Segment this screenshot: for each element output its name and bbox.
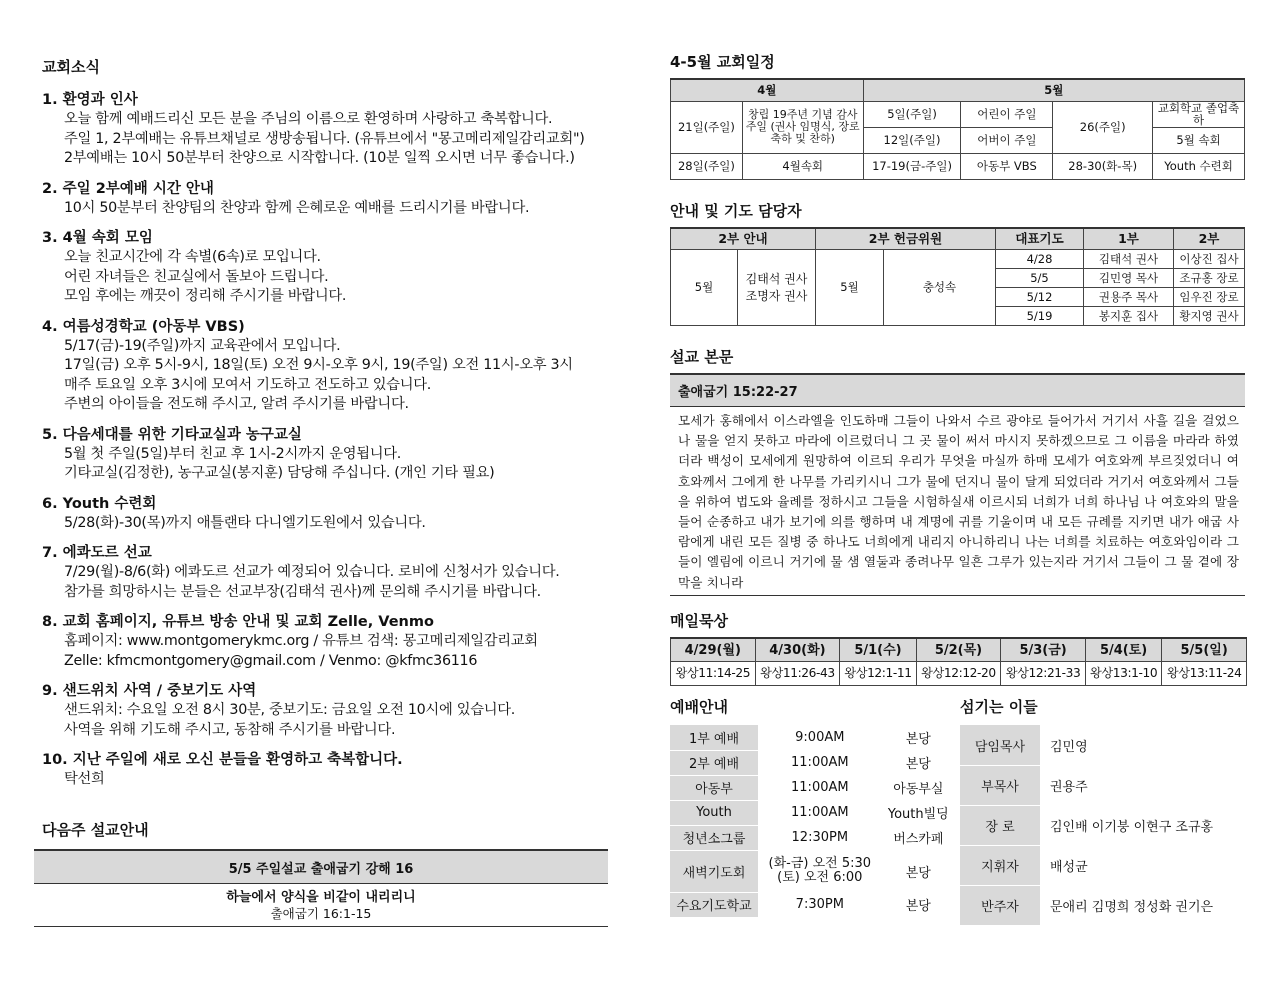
daily-passage: 왕상11:26-43 [755, 662, 840, 686]
worship-place: 본당 [882, 892, 955, 917]
worship-time: (화-금) 오전 5:30 (토) 오전 6:00 [758, 850, 882, 892]
daily-table [670, 637, 1247, 687]
worship-name: 수요기도학교 [670, 892, 758, 917]
news-item [42, 180, 610, 219]
worship-name: 2부 예배 [670, 750, 758, 775]
prayer-second: 이상진 집사 [1174, 250, 1245, 269]
worship-name: 아동부 [670, 775, 758, 800]
prayer-first: 봉지훈 집사 [1084, 307, 1174, 326]
worship-time: 11:00AM [758, 775, 882, 800]
news-item-line: 주일 1, 2부예배는 유튜브채널로 생방송됩니다. (유튜브에서 "몽고메리제일감리교회") [64, 130, 585, 147]
news-item-title: 9. 샌드위치 사역 / 중보기도 사역 [42, 683, 257, 699]
next-sermon-title: 다음주 설교안내 [42, 820, 149, 839]
news-item-title: 7. 에콰도르 선교 [42, 545, 152, 561]
daily-passage: 왕상12:12-20 [916, 662, 1001, 686]
news-item-line: 7/29(월)-8/6(화) 에콰도르 선교가 예정되어 있습니다. 로비에 신청서가 있습니다. [64, 564, 560, 580]
news-item-line: 오늘 친교시간에 각 속별(6속)로 모입니다. [64, 249, 321, 265]
servers-row [960, 845, 1248, 885]
servers-names: 문애리 김명희 정성화 권기은 [1040, 885, 1248, 925]
news-list [34, 91, 610, 790]
daily-date: 5/5(일) [1162, 638, 1247, 662]
servers-role: 반주자 [960, 885, 1040, 925]
news-item-line: 5/28(화)-30(목)까지 애틀랜타 다니엘기도원에서 있습니다. [64, 514, 426, 531]
news-item-line: 탁선희 [64, 771, 105, 787]
news-item-title: 10. 지난 주일에 새로 오신 분들을 환영하고 축복합니다. [42, 752, 403, 768]
servers-names: 김인배 이기붕 이현구 조규홍 [1040, 805, 1248, 845]
daily-date: 5/4(토) [1085, 638, 1161, 662]
news-item-title: 2. 주일 2부예배 시간 안내 [42, 180, 214, 197]
schedule-cell: 어린이 주일 [961, 101, 1053, 127]
servers-names: 김민영 [1040, 725, 1248, 765]
news-item [42, 426, 610, 484]
news-item [42, 544, 610, 602]
schedule-cell: 17-19(금-주일) [863, 153, 961, 179]
news-item-line: 샌드위치: 수요일 오전 8시 30분, 중보기도: 금요일 오전 10시에 있습니다. [64, 702, 515, 718]
news-item [42, 229, 610, 307]
bottom-row [670, 696, 1248, 936]
prayer-month: 5월 [816, 250, 884, 326]
daily-date: 5/1(수) [840, 638, 916, 662]
servers-names: 권용주 [1040, 765, 1248, 805]
worship-row [670, 850, 955, 892]
news-item-line: 참가를 희망하시는 분들은 선교부장(김태석 권사)께 문의해 주시기를 바랍니다. [64, 583, 541, 600]
prayer-header: 2부 헌금위원 [816, 228, 996, 250]
prayer-date: 5/5 [996, 269, 1084, 288]
worship-row [670, 825, 955, 850]
prayer-date: 4/28 [996, 250, 1084, 269]
next-sermon-body [34, 884, 608, 927]
schedule-cell: 5월 속회 [1153, 127, 1245, 153]
worship-place: 본당 [882, 750, 955, 775]
prayer-header: 2부 안내 [671, 228, 816, 250]
servers-section [960, 696, 1248, 926]
schedule-may-header: 5월 [863, 79, 1244, 101]
news-item [42, 751, 610, 790]
news-item-title: 8. 교회 홈페이지, 유튜브 방송 안내 및 교회 Zelle, Venmo [42, 614, 434, 630]
news-item-line: 10시 50분부터 찬양팀의 찬양과 함께 은혜로운 예배를 드리시기를 바랍니다. [64, 199, 530, 216]
servers-title: 섬기는 이들 [960, 698, 1038, 717]
next-sermon-name: 하늘에서 양식을 비같이 내리리니 [226, 889, 416, 905]
worship-place: 본당 [882, 725, 955, 750]
servers-row [960, 885, 1248, 925]
schedule-cell: 교회학교 졸업축하 [1153, 101, 1245, 127]
schedule-cell: 21일(주일) [671, 101, 743, 153]
news-item-title: 3. 4월 속회 모임 [42, 230, 153, 246]
worship-place: Youth빌딩 [882, 800, 955, 825]
news-item-title: 5. 다음세대를 위한 기타교실과 농구교실 [42, 426, 302, 443]
prayer-header: 1부 [1084, 228, 1174, 250]
prayer-guides: 김태석 권사 조명자 권사 [738, 250, 816, 326]
daily-passage: 왕상13:1-10 [1085, 662, 1161, 686]
servers-row [960, 805, 1248, 845]
worship-row [670, 750, 955, 775]
news-item-title: 6. Youth 수련회 [42, 495, 157, 512]
news-item-line: 2부예배는 10시 50분부터 찬양으로 시작합니다. (10분 일찍 오시면 너무 좋습니다.) [64, 150, 575, 166]
sermon-title: 설교 본문 [670, 348, 734, 366]
schedule-cell: 5일(주일) [863, 101, 961, 127]
schedule-april-header: 4월 [671, 79, 864, 101]
sermon-scripture: 출애굽기 15:22-27 [670, 373, 1245, 407]
servers-names: 배성균 [1040, 845, 1248, 885]
news-item-line: 모임 후에는 깨끗이 정리해 주시기를 바랍니다. [64, 288, 347, 304]
daily-date: 5/2(목) [916, 638, 1001, 662]
news-item-line: 17일(금) 오후 5시-9시, 18일(토) 오전 9시-오후 9시, 19(주일) 오전 11시-오후 3시 [64, 357, 573, 373]
worship-name: 새벽기도회 [670, 850, 758, 892]
news-item-line: 기타교실(김정한), 농구교실(봉지훈) 담당해 주십니다. (개인 기타 필요) [64, 465, 495, 481]
daily-date: 4/30(화) [755, 638, 840, 662]
schedule-cell: 26(주일) [1053, 101, 1153, 153]
news-item-title: 1. 환영과 인사 [42, 92, 138, 108]
prayer-table [670, 227, 1245, 327]
worship-section [670, 696, 955, 918]
schedule-cell: 12일(주일) [863, 127, 961, 153]
daily-passage: 왕상11:14-25 [671, 662, 756, 686]
news-item-line: 5/17(금)-19(주일)까지 교육관에서 모입니다. [64, 337, 341, 354]
daily-title: 매일묵상 [670, 611, 728, 630]
next-sermon-header: 5/5 주일설교 출애굽기 강해 16 [34, 849, 608, 884]
left-page [34, 40, 610, 927]
schedule-table [670, 78, 1245, 180]
news-item [42, 91, 610, 169]
schedule-cell: 28-30(화-목) [1053, 153, 1153, 179]
prayer-month: 5월 [671, 250, 738, 326]
daily-date: 5/3(금) [1001, 638, 1086, 662]
prayer-header: 대표기도 [996, 228, 1084, 250]
daily-passage: 왕상13:11-24 [1162, 662, 1247, 686]
worship-row [670, 892, 955, 917]
schedule-cell: 창립 19주년 기념 감사 주일 (권사 임명식, 장로 축하 및 찬하) [742, 101, 863, 153]
worship-name: 청년소그룹 [670, 825, 758, 850]
servers-role: 장 로 [960, 805, 1040, 845]
news-title: 교회소식 [42, 58, 100, 76]
news-item [42, 318, 610, 415]
news-item-line: 주변의 아이들을 전도해 주시고, 알려 주시기를 바랍니다. [64, 396, 409, 412]
next-sermon-box [34, 849, 608, 927]
prayer-first: 김민영 목사 [1084, 269, 1174, 288]
daily-passage: 왕상12:1-11 [840, 662, 916, 686]
news-item-line: 홈페이지: www.montgomerykmc.org / 유튜브 검색: 몽고메리제일감리교회 [64, 633, 538, 649]
prayer-first: 권용주 목사 [1084, 288, 1174, 307]
prayer-second: 황지영 권사 [1174, 307, 1245, 326]
prayer-offering: 충성속 [884, 250, 996, 326]
schedule-cell: 4월속회 [742, 153, 863, 179]
worship-place: 아동부실 [882, 775, 955, 800]
news-item [42, 495, 610, 534]
sermon-text: 모세가 홍해에서 이스라엘을 인도하매 그들이 나와서 수르 광야로 들어가서 거기서 사흘 길을 걸었으나 물을 얻지 못하고 마라에 이르렀더니 그 곳 물이 써서 마시지 못하겠으므로 그 이름을 마라라 하였더라 백성이 모세에게 원망하여 이르되 우리가 무엇을 마실까 하매 모세가 여호와께 부르짖었더니 여호와께서 그에게 한 나무를 가리키시니 그가 물에 던지니 물이 달게 되었더라 거기서 여호와께서 그들을 위하여 법도와 율례를 정하시고 그들을 시험하실새 이르시되 너희가 너희 하나님 나 여호와의 말을 들어 순종하고 내가 보기에 의를 행하며 내 계명에 귀를 기울이며 내 모든 규례를 지키면 내가 애굽 사람에게 내린 모든 질병 중 하나도 너희에게 내리지 아니하리니 나는 너희를 치료하는 여호와임이라 그들이 엘림에 이르니 거기에 물 샘 열둘과 종려나무 일흔 그루가 있는지라 거기서 그들이 그 물 곁에 장막을 치니라 [670, 407, 1245, 596]
worship-row [670, 800, 955, 825]
prayer-header: 2부 [1174, 228, 1245, 250]
next-sermon-scripture: 출애굽기 16:1-15 [270, 905, 372, 921]
prayer-date: 5/12 [996, 288, 1084, 307]
schedule-cell: 28일(주일) [671, 153, 743, 179]
schedule-cell: Youth 수련회 [1153, 153, 1245, 179]
prayer-first: 김태석 권사 [1084, 250, 1174, 269]
prayer-second: 조규홍 장로 [1174, 269, 1245, 288]
news-item [42, 613, 610, 671]
worship-time: 11:00AM [758, 800, 882, 825]
schedule-title: 4-5월 교회일정 [670, 53, 775, 71]
worship-row [670, 775, 955, 800]
prayer-title: 안내 및 기도 담당자 [670, 201, 802, 220]
worship-time: 11:00AM [758, 750, 882, 775]
right-page [670, 40, 1248, 936]
prayer-second: 임우진 장로 [1174, 288, 1245, 307]
servers-role: 부목사 [960, 765, 1040, 805]
worship-time: 7:30PM [758, 892, 882, 917]
news-item-line: Zelle: kfmcmontgomery@gmail.com / Venmo: @kfmc36116 [64, 652, 478, 669]
schedule-cell: 아동부 VBS [961, 153, 1053, 179]
worship-name: Youth [670, 800, 758, 825]
news-item-line: 어린 자녀들은 친교실에서 돌보아 드립니다. [64, 268, 329, 285]
servers-row [960, 725, 1248, 765]
servers-table [960, 725, 1248, 926]
news-item-title: 4. 여름성경학교 (아동부 VBS) [42, 318, 245, 335]
daily-date: 4/29(월) [671, 638, 756, 662]
servers-role: 담임목사 [960, 725, 1040, 765]
worship-place: 본당 [882, 850, 955, 892]
schedule-cell: 어버이 주일 [961, 127, 1053, 153]
worship-name: 1부 예배 [670, 725, 758, 750]
worship-time: 12:30PM [758, 825, 882, 850]
daily-passage: 왕상12:21-33 [1001, 662, 1086, 686]
servers-row [960, 765, 1248, 805]
servers-role: 지휘자 [960, 845, 1040, 885]
news-item-line: 오늘 함께 예배드리신 모든 분을 주님의 이름으로 환영하며 사랑하고 축복합니다. [64, 111, 553, 127]
news-item-line: 사역을 위해 기도해 주시고, 동참해 주시기를 바랍니다. [64, 721, 396, 738]
prayer-date: 5/19 [996, 307, 1084, 326]
worship-table [670, 725, 955, 918]
news-item [42, 682, 610, 740]
news-item-line: 매주 토요일 오후 3시에 모여서 기도하고 전도하고 있습니다. [64, 376, 432, 393]
news-item-line: 5월 첫 주일(5일)부터 친교 후 1시-2시까지 운영됩니다. [64, 445, 402, 462]
worship-place: 버스카페 [882, 825, 955, 850]
worship-title: 예배안내 [670, 698, 728, 717]
worship-row [670, 725, 955, 750]
worship-time: 9:00AM [758, 725, 882, 750]
